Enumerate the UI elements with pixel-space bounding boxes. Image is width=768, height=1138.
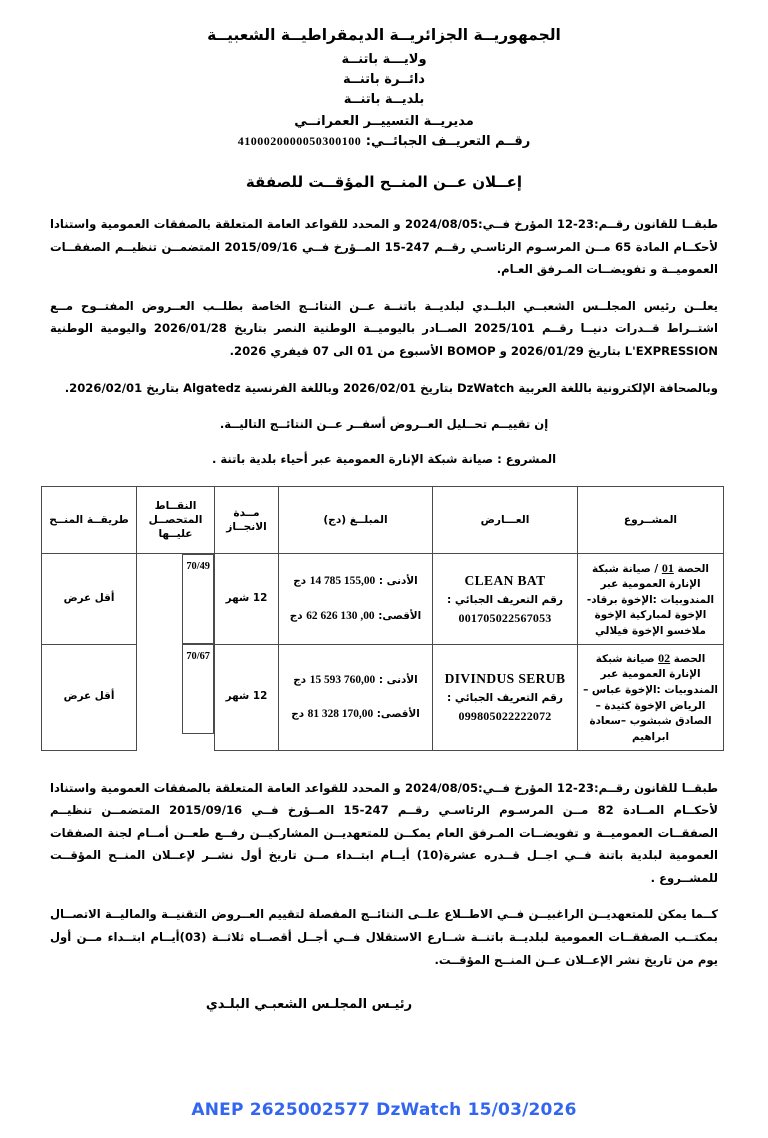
- column-header-method: طريقــة المنــح: [42, 487, 137, 554]
- footer-anep-reference: ANEP 2625002577 DzWatch 15/03/2026: [191, 1100, 577, 1120]
- paragraph-project-line: المشروع : صيانة شبكة الإنارة العمومية عبر أحياء بلدية باتنة .: [211, 451, 557, 466]
- bidder-tax-id-value: 099805022222072: [458, 709, 552, 724]
- paragraph-consultation: كــما يمكن للمتعهديــن الراغبيــن فــي الاطــلاع علــى النتائــج المفصلة لتقييم العــروض التقنيــة والماليــة الاتصــال بمكتــب الصفقــات العمومية لبلديــة باتنــة شــارع الاستقلال فــي أجــل أقصــاه ثلاثــة (03)أيــام ابتــداء مــن أول يوم من تاريخ نشر الإعــلان عــن المنــح المؤقــت.: [50, 907, 718, 967]
- column-header-duration: مــدة الانجــاز: [215, 487, 279, 554]
- project-description: / صيانة شبكة الإنارة العمومية عبر المندوبيات :الإخوة برقاد- الإخوة لمباركية الإخوة ملاخسو الإخوة فيلالي: [586, 562, 715, 637]
- cell-bidder: [433, 554, 578, 645]
- column-header-points: النقــاط المتحصــل عليــها: [137, 487, 215, 554]
- column-header-project: المشــروع: [578, 487, 724, 554]
- cell-duration: 12 شهر: [215, 554, 279, 645]
- cell-method: أقل عرض: [42, 644, 137, 750]
- header-baladia: بلديــة باتنــة: [343, 92, 425, 107]
- header-direction: مديريــة التسييــر العمرانــي: [294, 114, 474, 129]
- cell-project: [578, 554, 724, 645]
- document-header: [44, 26, 724, 149]
- bidder-name: CLEAN BAT: [464, 573, 546, 589]
- amount-max-value: 81 328 170,00: [307, 707, 374, 720]
- table-header-row: [42, 487, 724, 554]
- header-tax-id: [44, 134, 724, 149]
- cell-duration: 12 شهر: [215, 644, 279, 750]
- paragraph-evaluation: إن تقييــم تحــليل العــروض أسفــر عــن النتائــج التاليــة.: [219, 417, 549, 432]
- amount-min-label: الأدنى :: [378, 575, 418, 588]
- amount-min-label: الأدنى :: [378, 673, 418, 686]
- cell-project: [578, 644, 724, 750]
- lot-number: 01: [661, 560, 674, 575]
- amount-max-label: الأقصى:: [376, 707, 420, 720]
- amount-max-value: 62 626 130 ,00: [306, 609, 375, 622]
- table-row: [42, 554, 724, 645]
- bidder-tax-id-label: رقم التعريف الجبائي :: [447, 594, 563, 607]
- column-header-bidder: العـــارض: [433, 487, 578, 554]
- lot-label: الحصة: [677, 562, 709, 575]
- amount-min-value: 15 593 760,00: [309, 673, 376, 686]
- amount-currency: دج: [291, 707, 305, 720]
- column-header-amount: المبلــغ (دج): [279, 487, 433, 554]
- cell-amount: [279, 644, 433, 750]
- results-table: [41, 486, 724, 750]
- header-tax-id-label: رقــم التعريــف الجبائــي:: [365, 134, 531, 149]
- cell-amount: [279, 554, 433, 645]
- header-republic: الجمهوريــة الجزائريــة الديمقراطيــة الشعبيــة: [207, 26, 561, 44]
- amount-max: [282, 706, 429, 723]
- results-table-body: [42, 554, 724, 750]
- lot-label: الحصة: [673, 652, 706, 665]
- header-tax-id-value: 4100020000050300100: [237, 134, 362, 148]
- amount-currency: دج: [293, 673, 307, 686]
- table-row: [42, 644, 724, 750]
- page-title: إعــلان عــن المنــح المؤقــت للصفقة: [245, 173, 523, 191]
- amount-max: [282, 608, 429, 625]
- amount-currency: دج: [289, 609, 303, 622]
- cell-method: أقل عرض: [42, 554, 137, 645]
- paragraph-announcement: يعلــن رئيس المجلــس الشعبــي البلــدي لبلديــة باتنــة عــن النتائــج الخاصة بطلــب العــروض المفتــوح مــع اشتــراط قــدرات دنيــا رقــم 2025/101 الصــادر باليوميــة الوطنية النصر بتاريخ 2026/01/28 واليومية الوطنية L'EXPRESSION بتاريخ 2026/01/29 و BOMOP الأسبوع من 01 الى 07 فيفري 2026.: [50, 298, 718, 358]
- cell-bidder: [433, 644, 578, 750]
- bidder-name: DIVINDUS SERUB: [444, 671, 566, 687]
- cell-points: 70/67: [182, 644, 214, 734]
- paragraph-legal-basis: طبقــا للقانون رقــم:23-12 المؤرخ فــي:2024/08/05 و المحدد للقواعد العامة المتعلقة بالصفقات العمومية واستنادا لأحكــام المادة 65 مــن المرسـوم الرئاسـي رقــم 247-15 المــؤرخ فــي 2015/09/16 المتضمــن تنظيــم الصفقــات العموميــة و تفويضــات المـرفق العـام.: [50, 217, 719, 277]
- signature-block: رئيـس المجلـس الشعبـي البلـدي: [205, 997, 413, 1013]
- amount-min-value: 14 785 155,00: [309, 575, 376, 588]
- amount-min: [282, 672, 429, 689]
- amount-currency: دج: [293, 575, 307, 588]
- paragraph-press-note: وبالصحافة الإلكترونية باللغة العربية DzWatch بتاريخ 2026/02/01 وباللغة الفرنسية Algatedz بتاريخ 2026/02/01.: [64, 380, 718, 395]
- bidder-tax-id-value: 001705022567053: [458, 611, 552, 626]
- header-daira: دائــرة باتنــة: [343, 72, 425, 87]
- header-wilaya: ولايـــة باتنــة: [341, 52, 427, 67]
- amount-max-label: الأقصى:: [378, 609, 422, 622]
- bidder-tax-id-label: رقم التعريف الجبائي :: [447, 692, 563, 705]
- amount-min: [282, 573, 429, 590]
- results-table-head: [42, 487, 724, 554]
- paragraph-appeal: طبقــا للقانون رقــم:23-12 المؤرخ فــي:2024/08/05 و المحدد للقواعد العامة المتعلقة بالصفقات العمومية واستنادا لأحكــام المــادة 82 مــن المرسـوم الرئاسـي رقــم 247-15 المــؤرخ فــي 2015/09/16 المتضمــن تنظيــم الصفقــات العموميــة و تفويضــات المـرفق العام يمكــن للمتعهديــن المشاركيــن رفــع طعــن أمــام لجنة الصفقات العمومية لبلدية باتنة فــي اجــل قــدره عشرة(10) أيــام ابتــداء مــن تاريخ أول نشــر لإعــلان المنــح المؤقــت للمشــروع .: [50, 780, 719, 885]
- cell-points: 70/49: [182, 554, 214, 644]
- project-description: صيانة شبكة الإنارة العمومية عبر المندوبيات :الإخوة عباس –الرياض الإخوة كثيدة – الصادق شبشوب –سعادة ابراهيم: [583, 652, 718, 743]
- lot-number: 02: [658, 650, 671, 665]
